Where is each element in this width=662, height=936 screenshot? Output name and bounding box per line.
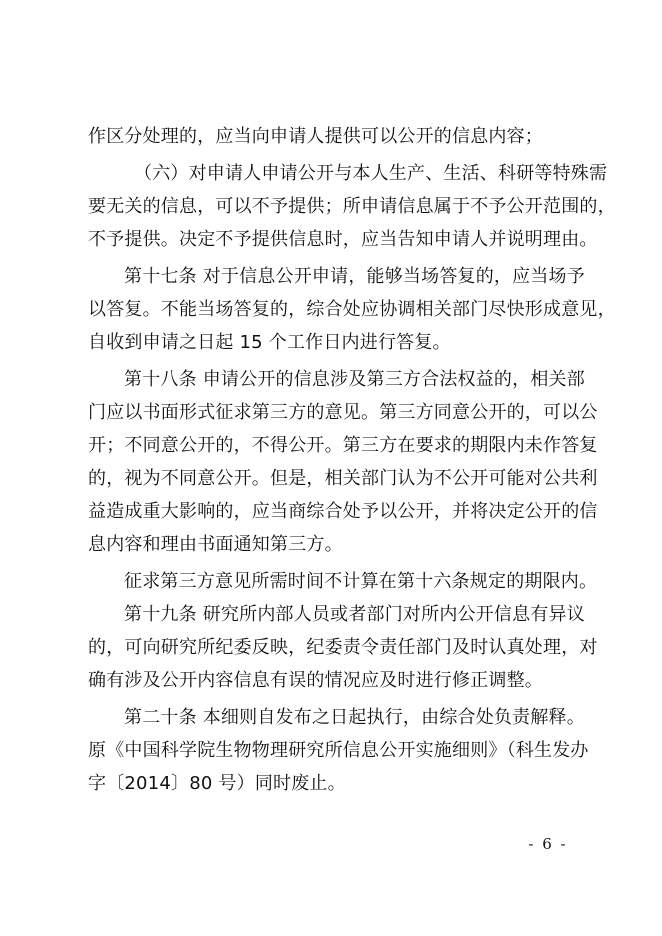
text-line: 的，视为不同意公开。但是，相关部门认为不公开可能对公共利 <box>88 468 598 489</box>
text-line: 开；不同意公开的，不得公开。第三方在要求的期限内未作答复 <box>88 435 598 456</box>
text-line: 字〔2014〕80 号）同时废止。 <box>88 773 346 794</box>
text-line: 第十九条 研究所内部人员或者部门对所内公开信息有异议 <box>124 604 585 625</box>
text-line: 第十八条 申请公开的信息涉及第三方合法权益的，相关部 <box>124 369 585 390</box>
text-line: 作区分处理的，应当向申请人提供可以公开的信息内容； <box>88 126 543 147</box>
text-line: 以答复。不能当场答复的，综合处应协调相关部门尽快形成意见， <box>88 299 616 320</box>
text-line: 息内容和理由书面通知第三方。 <box>88 534 343 555</box>
text-line: （六）对申请人申请公开与本人生产、生活、科研等特殊需 <box>134 163 608 184</box>
text-line: 不予提供。决定不予提供信息时，应当告知申请人并说明理由。 <box>88 229 598 250</box>
text-line: 第十七条 对于信息公开申请，能够当场答复的，应当场予 <box>124 266 585 287</box>
text-line: 益造成重大影响的，应当商综合处予以公开，并将决定公开的信 <box>88 501 598 522</box>
text-line: 要无关的信息，可以不予提供；所申请信息属于不予公开范围的， <box>88 196 616 217</box>
text-line: 原《中国科学院生物物理研究所信息公开实施细则》（科生发办 <box>88 740 589 761</box>
text-line: 确有涉及公开内容信息有误的情况应及时进行修正调整。 <box>88 670 543 691</box>
text-line: 自收到申请之日起 15 个工作日内进行答复。 <box>88 332 451 353</box>
page-number: - 6 - <box>528 835 568 853</box>
text-line: 征求第三方意见所需时间不计算在第十六条规定的期限内。 <box>124 571 598 592</box>
text-line: 的，可向研究所纪委反映，纪委责令责任部门及时认真处理，对 <box>88 637 598 658</box>
text-line: 第二十条 本细则自发布之日起执行，由综合处负责解释。 <box>124 707 585 728</box>
text-line: 门应以书面形式征求第三方的意见。第三方同意公开的，可以公 <box>88 402 598 423</box>
